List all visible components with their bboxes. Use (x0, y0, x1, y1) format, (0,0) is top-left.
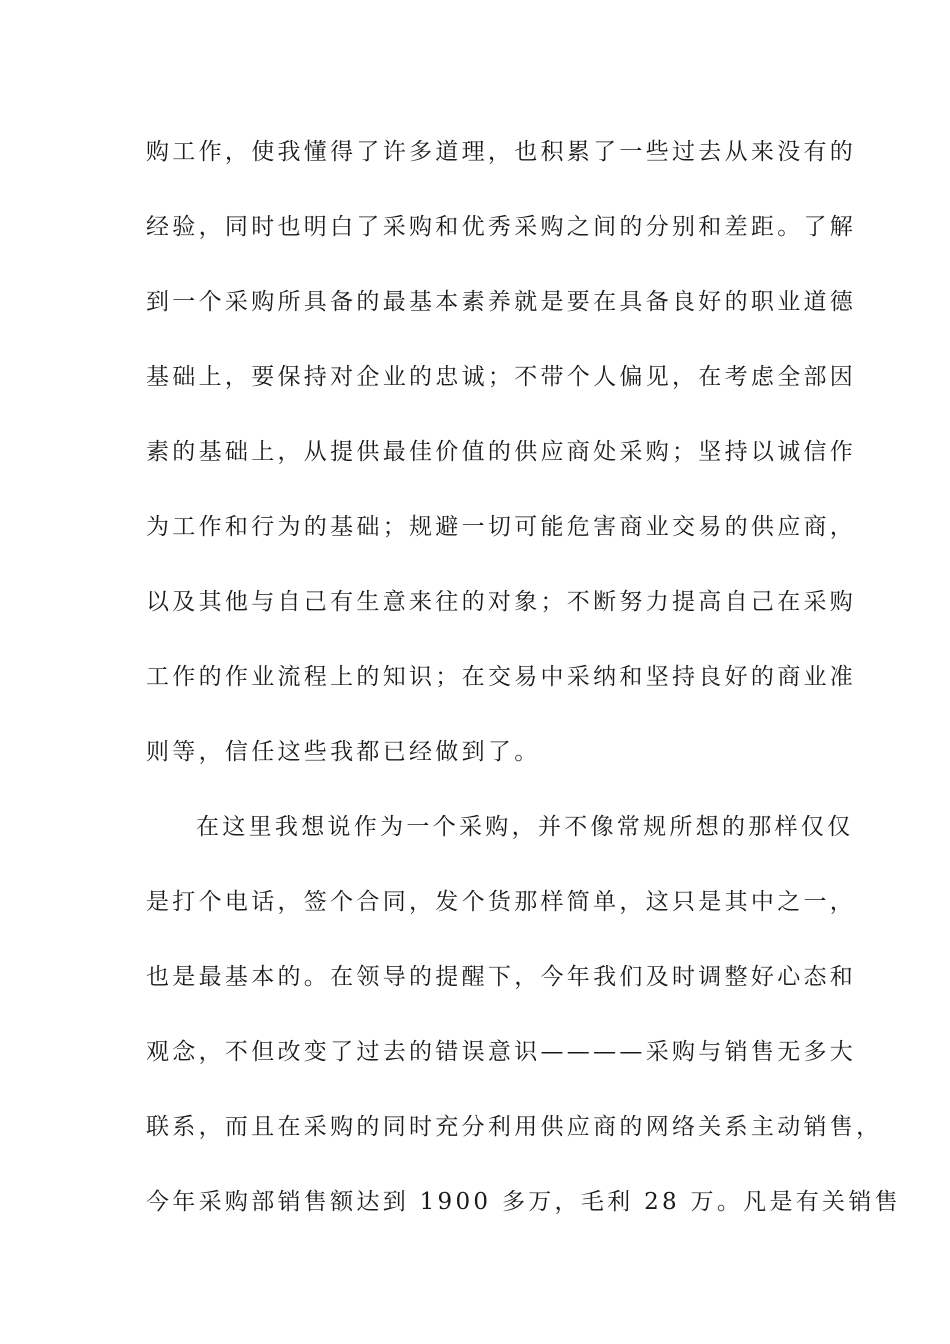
text-line: 也是最基本的。在领导的提醒下，今年我们及时调整好心态和 (146, 964, 857, 990)
text-line: 购工作，使我懂得了许多道理，也积累了一些过去从来没有的 (146, 139, 857, 165)
text-line: 到一个采购所具备的最基本素养就是要在具备良好的职业道德 (146, 289, 857, 315)
text-line: 联系，而且在采购的同时充分利用供应商的网络关系主动销售， (146, 1114, 883, 1140)
text-line: 经验，同时也明白了采购和优秀采购之间的分别和差距。了解 (146, 214, 857, 240)
text-line: 工作的作业流程上的知识；在交易中采纳和坚持良好的商业准 (146, 664, 857, 690)
text-line: 在这里我想说作为一个采购，并不像常规所想的那样仅仅 (196, 814, 854, 840)
document-body (146, 128, 901, 1253)
text-line: 今年采购部销售额达到 1900 多万，毛利 28 万。凡是有关销售 (146, 1189, 901, 1215)
text-line: 素的基础上，从提供最佳价值的供应商处采购；坚持以诚信作 (146, 439, 857, 465)
text-line: 以及其他与自己有生意来往的对象；不断努力提高自己在采购 (146, 589, 857, 615)
text-line: 基础上，要保持对企业的忠诚；不带个人偏见，在考虑全部因 (146, 364, 857, 390)
text-line: 为工作和行为的基础；规避一切可能危害商业交易的供应商， (146, 514, 857, 540)
text-line: 观念，不但改变了过去的错误意识————采购与销售无多大 (146, 1039, 857, 1065)
text-line: 则等，信任这些我都已经做到了。 (146, 739, 541, 765)
paragraph-1 (146, 128, 857, 803)
paragraph-2 (146, 803, 901, 1253)
text-line: 是打个电话，签个合同，发个货那样简单，这只是其中之一， (146, 889, 857, 915)
